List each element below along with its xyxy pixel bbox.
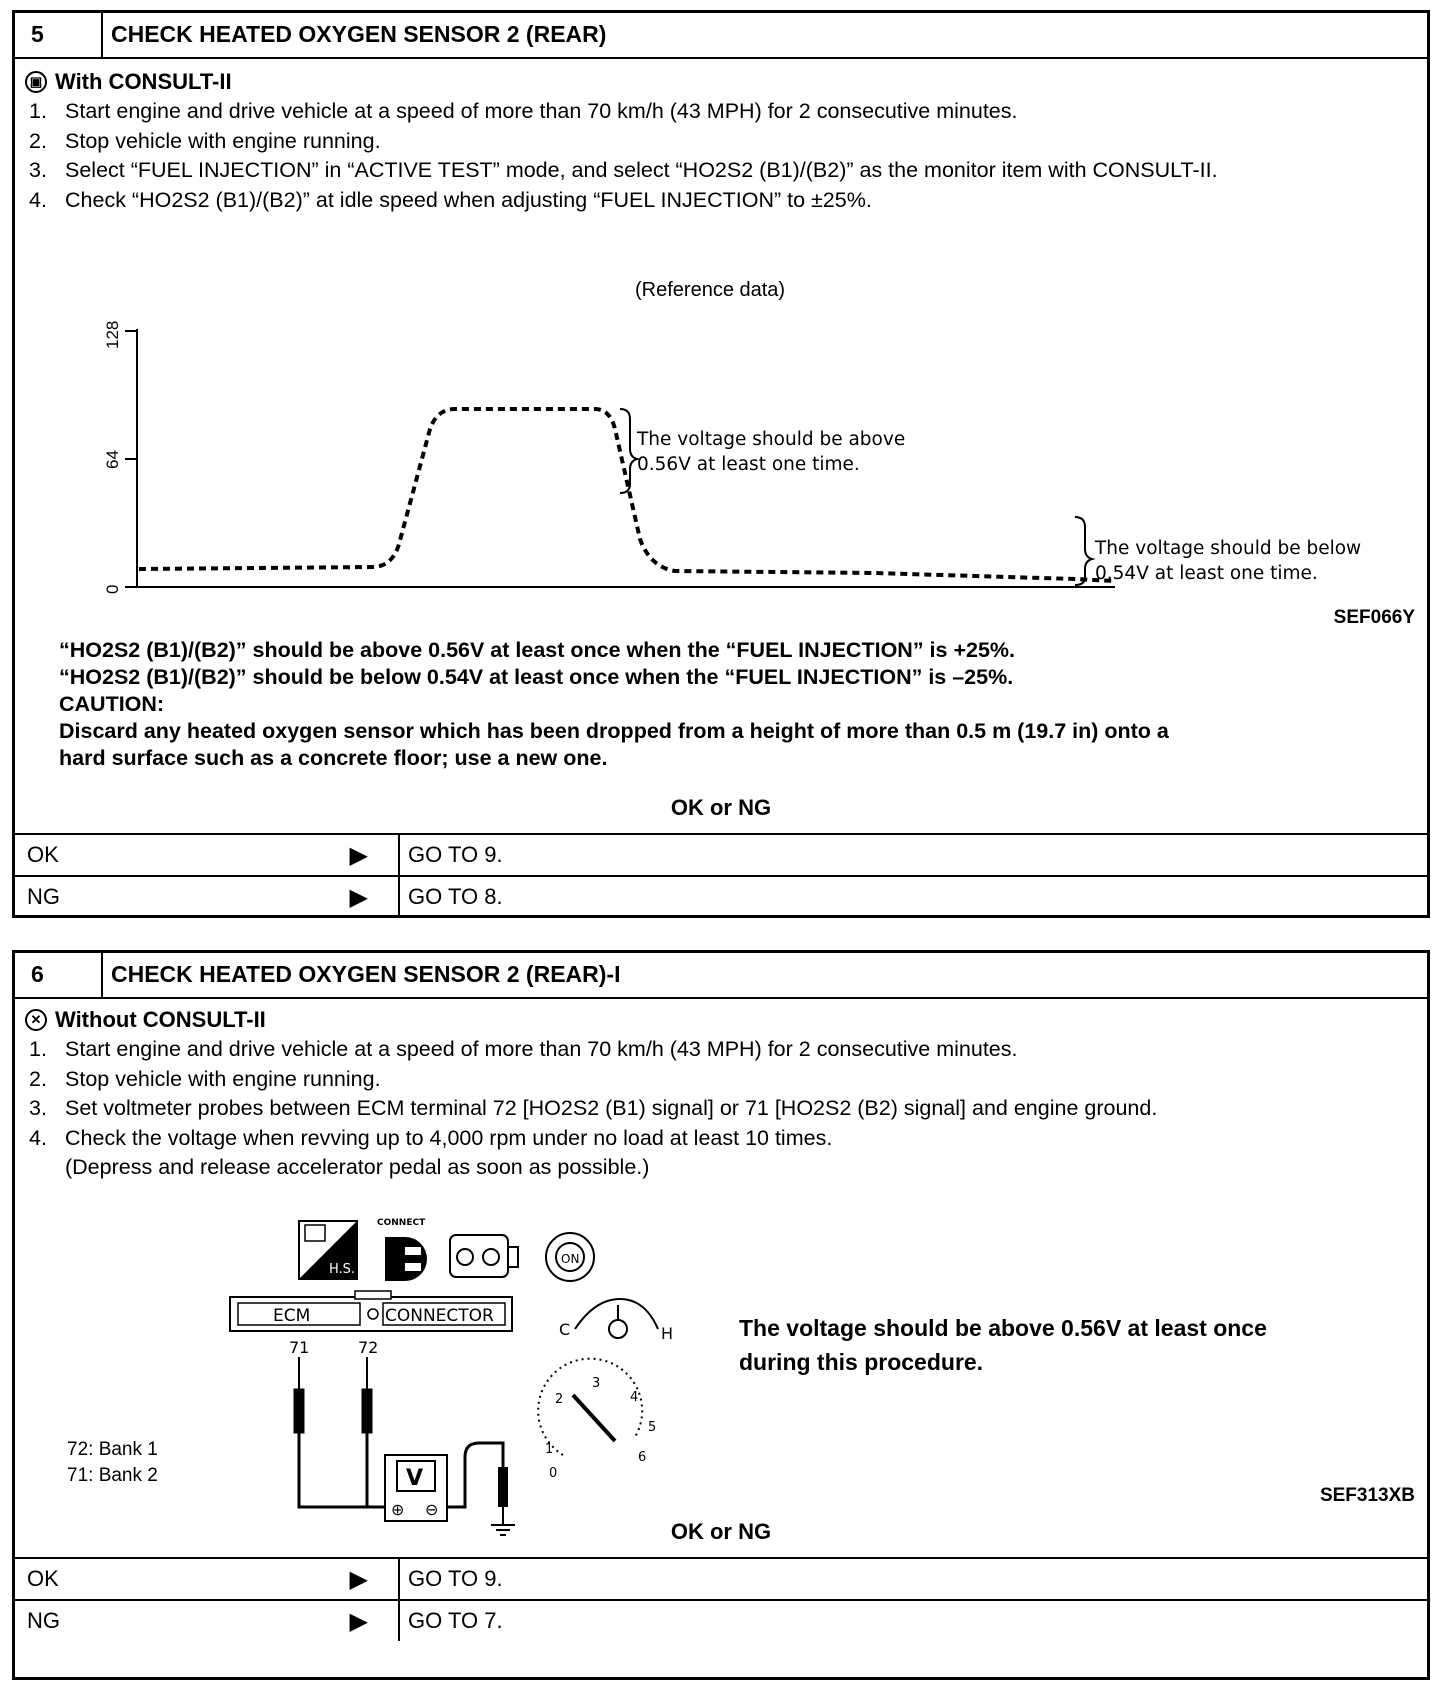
y-tick-label-128: 128	[103, 320, 122, 349]
ignition-on-icon	[546, 1233, 594, 1281]
note-below-line-2: 0.54V at least one time.	[1095, 563, 1318, 584]
svg-text:72: 72	[358, 1338, 379, 1357]
ok-label: OK	[27, 842, 59, 867]
figure-code: SEF066Y	[1333, 607, 1415, 628]
list-item: 3. Select “FUEL INJECTION” in “ACTIVE TEST” mode, and select “HO2S2 (B1)/(B2)” as the monitor item with CONSULT-II.	[29, 158, 1218, 182]
result-row-ng	[15, 875, 1427, 917]
svg-text:5: 5	[648, 1420, 657, 1435]
ok-label: OK	[27, 1566, 59, 1591]
step-5-mode-label: With CONSULT-II	[55, 69, 232, 94]
figure-code: SEF313XB	[1319, 1485, 1415, 1506]
list-item: 2. Stop vehicle with engine running.	[29, 128, 381, 153]
list-item: 1. Start engine and drive vehicle at a speed of more than 70 km/h (43 MPH) for 2 consecutive minutes.	[29, 99, 1018, 123]
engine-running-icon	[450, 1235, 518, 1277]
step-5-mode	[25, 69, 232, 95]
list-item: 2. Stop vehicle with engine running.	[29, 1066, 381, 1091]
ecm-connector	[230, 1291, 512, 1357]
svg-text:ECM: ECM	[273, 1306, 311, 1326]
chart-caption: (Reference data)	[635, 279, 786, 301]
connect-icon	[377, 1218, 427, 1281]
step-6-mode	[25, 1007, 266, 1033]
ng-label: NG	[27, 884, 60, 909]
step-6-instructions	[29, 1035, 1419, 1183]
step-6-number: 6	[15, 953, 103, 997]
lower-brace	[1075, 517, 1092, 585]
svg-text:H: H	[661, 1324, 674, 1343]
y-tick-label-64: 64	[103, 450, 122, 469]
arrow-right-icon: ▶	[349, 883, 368, 911]
step-5-block	[12, 10, 1430, 918]
svg-text:ON: ON	[561, 1252, 580, 1266]
caution-line-1: Discard any heated oxygen sensor which has been dropped from a height of more than 0.5 m (19.7 in) onto a	[59, 719, 1169, 743]
voltage-requirement	[739, 1311, 1267, 1379]
result-row-ok	[15, 833, 1427, 875]
voltage-note-line-1: The voltage should be above 0.56V at least once	[739, 1315, 1267, 1341]
ok-or-ng-heading: OK or NG	[670, 795, 772, 820]
list-item: 1. Start engine and drive vehicle at a speed of more than 70 km/h (43 MPH) for 2 consecutive minutes.	[29, 1037, 1018, 1061]
y-tick-label-0: 0	[103, 584, 122, 594]
note-above-line-1: The voltage should be above	[637, 429, 906, 450]
svg-text:⊕: ⊕	[391, 1500, 405, 1519]
svg-text:CONNECT: CONNECT	[377, 1218, 426, 1228]
bank-2-label: 71: Bank 2	[67, 1465, 158, 1486]
tachometer-icon	[538, 1359, 656, 1481]
probe-72	[362, 1357, 372, 1507]
note-above-line-2: 0.56V at least one time.	[637, 454, 860, 475]
caution-label: CAUTION:	[59, 692, 165, 716]
svg-text:V: V	[406, 1466, 424, 1491]
ok-action: GO TO 9.	[408, 842, 503, 867]
voltage-trace	[139, 409, 1115, 581]
svg-text:2: 2	[555, 1392, 564, 1407]
bank-1-label: 72: Bank 1	[67, 1439, 158, 1460]
ng-action: GO TO 8.	[408, 884, 503, 909]
hot-start-icon	[299, 1221, 357, 1279]
result-line-1: “HO2S2 (B1)/(B2)” should be above 0.56V at least once when the “FUEL INJECTION” is +25%.	[59, 638, 1016, 662]
arrow-right-icon: ▶	[349, 1607, 368, 1635]
ok-action: GO TO 9.	[408, 1566, 503, 1591]
step-5-title: CHECK HEATED OXYGEN SENSOR 2 (REAR)	[111, 21, 607, 47]
result-row-ok	[15, 1557, 1427, 1599]
svg-text:H.S.: H.S.	[329, 1262, 356, 1277]
step-6-title: CHECK HEATED OXYGEN SENSOR 2 (REAR)-I	[111, 961, 621, 987]
note-below-line-1: The voltage should be below	[1095, 538, 1362, 559]
no-consult-icon: ✕	[25, 1009, 47, 1031]
svg-text:0: 0	[549, 1466, 558, 1481]
voltage-note-line-2: during this procedure.	[739, 1349, 984, 1375]
arrow-right-icon: ▶	[349, 841, 368, 869]
step-6-block	[12, 950, 1430, 1680]
svg-text:⊖: ⊖	[425, 1500, 439, 1519]
list-item: 4. Check the voltage when revving up to 4,000 rpm under no load at least 10 times.	[29, 1125, 833, 1150]
svg-text:C: C	[559, 1320, 571, 1339]
svg-text:6: 6	[638, 1450, 647, 1465]
step-6-header	[15, 953, 1427, 999]
voltmeter-diagram	[55, 1217, 705, 1547]
arrow-right-icon: ▶	[349, 1565, 368, 1593]
list-item: (Depress and release accelerator pedal as soon as possible.)	[65, 1155, 650, 1179]
bank-legend	[67, 1437, 158, 1489]
step-5-instructions	[29, 97, 1419, 215]
ng-label: NG	[27, 1608, 60, 1633]
svg-text:1: 1	[545, 1442, 554, 1457]
svg-text:71: 71	[289, 1338, 310, 1357]
temperature-gauge-icon	[559, 1299, 673, 1343]
result-line-2: “HO2S2 (B1)/(B2)” should be below 0.54V at least once when the “FUEL INJECTION” is –25%.	[59, 665, 1014, 689]
svg-text:3: 3	[592, 1376, 601, 1391]
reference-chart	[75, 309, 1395, 609]
step-6-mode-label: Without CONSULT-II	[55, 1007, 266, 1032]
ng-action: GO TO 7.	[408, 1608, 503, 1633]
step-5-header	[15, 13, 1427, 59]
step-5-results	[59, 637, 1419, 772]
list-item: 4. Check “HO2S2 (B1)/(B2)” at idle speed when adjusting “FUEL INJECTION” to ±25%.	[29, 187, 872, 212]
svg-text:4: 4	[630, 1390, 639, 1405]
ok-or-ng-heading: OK or NG	[670, 1519, 772, 1544]
list-item: 3. Set voltmeter probes between ECM terminal 72 [HO2S2 (B1) signal] or 71 [HO2S2 (B2) signal] and engine ground.	[29, 1096, 1158, 1120]
step-5-number: 5	[15, 13, 103, 57]
result-row-ng	[15, 1599, 1427, 1641]
svg-text:CONNECTOR: CONNECTOR	[385, 1306, 494, 1326]
caution-line-2: hard surface such as a concrete floor; use a new one.	[59, 746, 608, 770]
voltmeter	[385, 1443, 508, 1525]
consult-tester-icon: ▣	[25, 71, 47, 93]
